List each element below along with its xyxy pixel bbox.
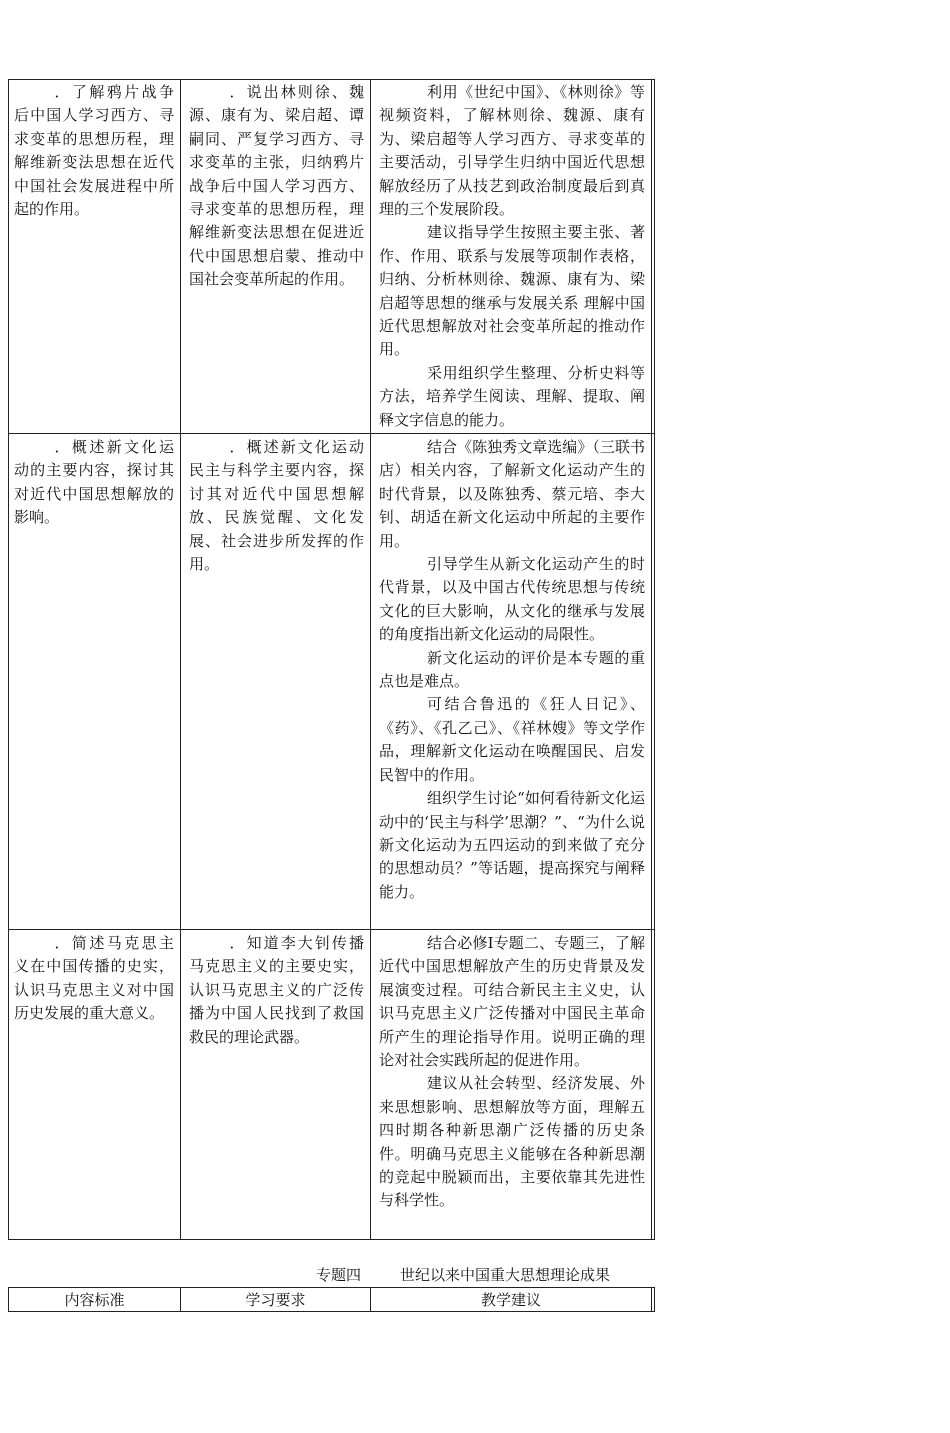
row-divider-2 bbox=[8, 929, 655, 930]
row2-requirement-text: ．概述新文化运动民主与科学主要内容，探讨其对近代中国思想解放、民族觉醒、文化发展、社会进步所发挥的作用。 bbox=[189, 438, 364, 574]
row2-suggestion-cell bbox=[379, 436, 645, 904]
header-learning-requirement: 学习要求 bbox=[245, 1291, 306, 1309]
row3-suggestion-2: 建议从社会转型、经济发展、外来思想影响、思想解放等方面，理解五四时期各种新思潮广泛传播的历史条件。明确马克思主义能够在各种新思潮的竞起中脱颖而出，主要依靠其先进性与科学性。 bbox=[379, 1074, 645, 1210]
table-right-border-inner bbox=[651, 79, 652, 1240]
header-teaching-suggestion: 教学建议 bbox=[480, 1291, 541, 1309]
row2-suggestion-3: 新文化运动的评价是本专题的重点也是难点。 bbox=[379, 648, 645, 691]
row2-suggestion-2: 引导学生从新文化运动产生的时代背景，以及中国古代传统思想与传统文化的巨大影响，从文化的继承与发展的角度指出新文化运动的局限性。 bbox=[379, 555, 645, 644]
table-top-border bbox=[8, 79, 655, 80]
table-right-border-outer bbox=[654, 79, 655, 1240]
row3-standard-text: ．简述马克思主义在中国传播的史实，认识马克思主义对中国历史发展的重大意义。 bbox=[14, 934, 174, 1023]
row2-standard-cell bbox=[14, 436, 174, 530]
row1-suggestion-3: 采用组织学生整理、分析史料等方法，培养学生阅读、理解、提取、阐释文字信息的能力。 bbox=[379, 363, 645, 429]
row3-suggestion-cell bbox=[379, 932, 645, 1213]
row1-suggestion-cell bbox=[379, 81, 645, 432]
table-left-border bbox=[8, 79, 9, 1240]
row3-standard-cell bbox=[14, 932, 174, 1026]
header-table-top-border bbox=[8, 1287, 655, 1288]
row1-requirement-cell bbox=[189, 81, 364, 292]
row1-suggestion-1: 利用《世纪中国》、《林则徐》等视频资料，了解林则徐、魏源、康有为、梁启超等人学习西方、寻求变革的主要活动，引导学生归纳中国近代思想解放经历了从技艺到政治制度最后到真理的三个发展阶段。 bbox=[379, 83, 645, 219]
row2-suggestion-5: 组织学生讨论“如何看待新文化运动中的‘民主与科学’思潮？”、“为什么说新文化运动为五四运动的到来做了充分的思想动员？”等话题，提高探究与阐释能力。 bbox=[379, 789, 645, 901]
column-divider-1 bbox=[180, 79, 181, 1240]
header-content-standard: 内容标准 bbox=[64, 1291, 125, 1309]
row3-requirement-cell bbox=[189, 932, 364, 1049]
row1-standard-cell bbox=[14, 81, 174, 221]
row-divider-1 bbox=[8, 433, 655, 434]
row1-standard-text: ．了解鸦片战争后中国人学习西方、寻求变革的思想历程，理解维新变法思想在近代中国社会发展进程中所起的作用。 bbox=[14, 83, 174, 219]
row3-requirement-text: ．知道李大钊传播马克思主义的主要史实，认识马克思主义的广泛传播为中国人民找到了救国救民的理论武器。 bbox=[189, 934, 364, 1046]
section-title: 世纪以来中国重大思想理论成果 bbox=[400, 1266, 611, 1284]
row3-suggestion-1: 结合必修Ⅰ专题二、专题三，了解近代中国思想解放产生的历史背景及发展演变过程。可结合新民主主义史，认识马克思主义广泛传播对中国民主革命所产生的理论指导作用。说明正确的理论对社会实践所起的促进作用。 bbox=[379, 934, 645, 1070]
row1-requirement-text: ．说出林则徐、魏源、康有为、梁启超、谭嗣同、严复学习西方、寻求变革的主张，归纳鸦片战争后中国人学习西方、寻求变革的思想历程，理解维新变法思想在促进近代中国思想启蒙、推动中国社会变革所起的作用。 bbox=[189, 83, 364, 289]
header-table-right-border-outer bbox=[654, 1287, 655, 1312]
header-table-right-border-inner bbox=[651, 1287, 652, 1312]
table-bottom-border bbox=[8, 1239, 655, 1240]
section-label: 专题四 bbox=[316, 1266, 362, 1284]
row1-suggestion-2: 建议指导学生按照主要主张、著作、作用、联系与发展等项制作表格，归纳、分析林则徐、魏源、康有为、梁启超等思想的继承与发展关系 理解中国近代思想解放对社会变革所起的推动作用。 bbox=[379, 223, 645, 359]
row2-requirement-cell bbox=[189, 436, 364, 576]
header-table-bottom-border bbox=[8, 1311, 655, 1312]
row2-suggestion-1: 结合《陈独秀文章选编》（三联书店）相关内容，了解新文化运动产生的时代背景，以及陈独秀、蔡元培、李大钊、胡适在新文化运动中所起的主要作用。 bbox=[379, 438, 645, 550]
row2-suggestion-4: 可结合鲁迅的《狂人日记》、《药》、《孔乙己》、《祥林嫂》等文学作品，理解新文化运动在唤醒国民、启发民智中的作用。 bbox=[379, 695, 645, 784]
column-divider-2 bbox=[370, 79, 371, 1240]
row2-standard-text: ．概述新文化运动的主要内容，探讨其对近代中国思想解放的影响。 bbox=[14, 438, 174, 527]
